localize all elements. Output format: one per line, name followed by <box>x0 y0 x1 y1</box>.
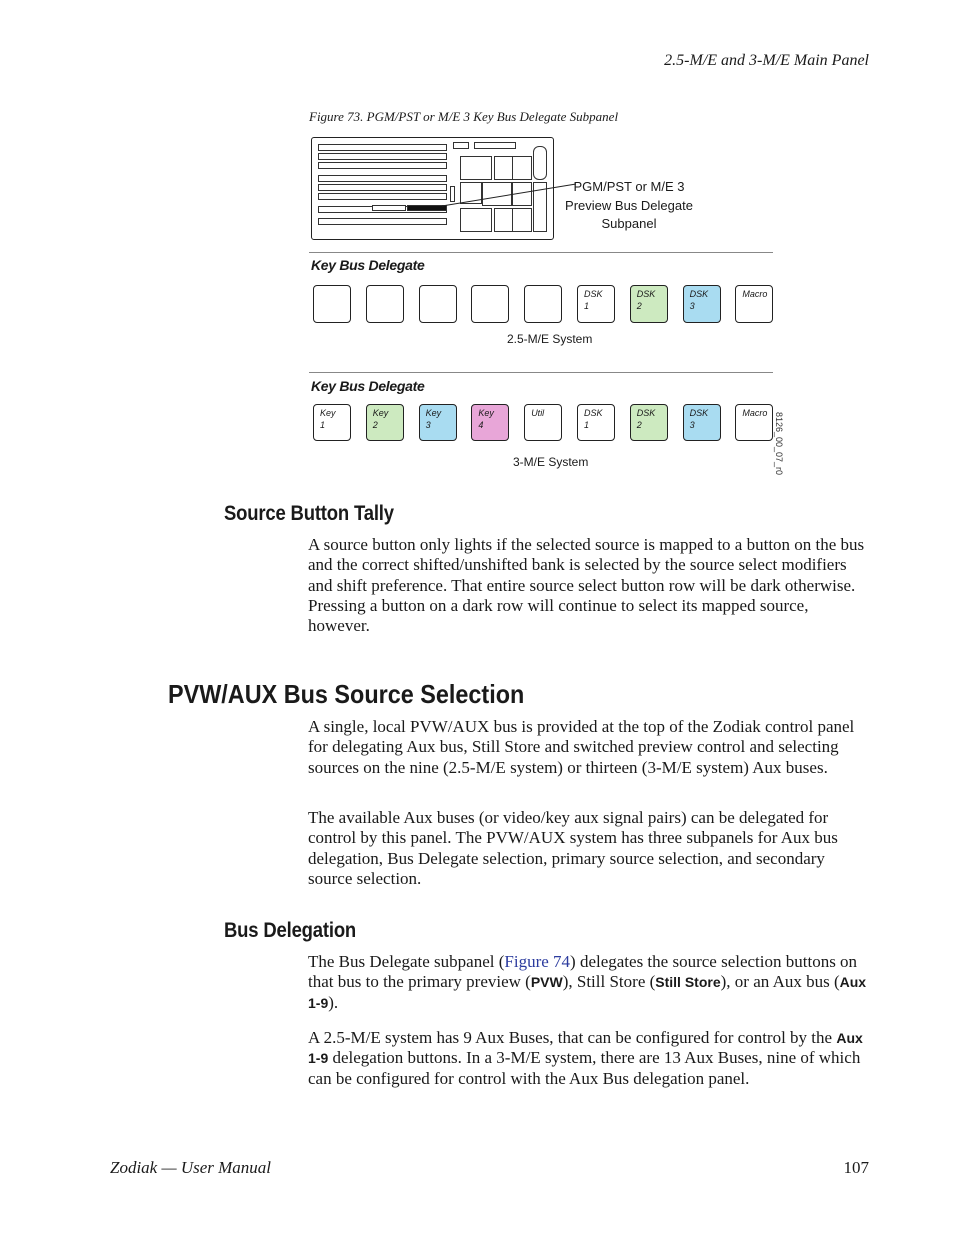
panel-block <box>494 156 514 180</box>
preview-bus-delegate-block <box>372 205 406 211</box>
group-title: Key Bus Delegate <box>311 378 425 394</box>
pvw-paragraph-2: The available Aux buses (or video/key aux signal pairs) can be delegated for control by this panel. The PVW/AUX system has three subpanels for Aux bus delegation, Bus Delegate selection, primary source selection, and secondary source selection. <box>308 808 838 888</box>
pvw-paragraph-1: A single, local PVW/AUX bus is provided at the top of the Zodiak control panel for delegating Aux bus, Still Store and switched preview control and selecting sources on the nine (2.5-M/E system) or thirteen (3-M/E system) Aux buses. <box>308 717 855 777</box>
callout-line: Subpanel <box>601 216 657 231</box>
aux-button-name: Aux 1-9 <box>308 974 867 1011</box>
key-bus-delegate-button[interactable]: DSK 2 <box>630 285 668 323</box>
panel-row <box>318 175 447 182</box>
key-bus-delegate-button[interactable] <box>313 285 351 323</box>
text: ) delegates the source selection buttons on that bus to the primary preview ( <box>308 952 858 992</box>
panel-block <box>453 142 469 149</box>
pvw-button-name: PVW <box>530 974 563 991</box>
key-bus-delegate-button[interactable]: Key 2 <box>366 404 404 441</box>
group-title: Key Bus Delegate <box>311 257 425 273</box>
section-heading-tally: Source Button Tally <box>224 502 394 525</box>
still-store-button-name: Still Store <box>655 974 721 991</box>
panel-row <box>318 153 447 160</box>
figure-caption: Figure 73. PGM/PST or M/E 3 Key Bus Delegate Subpanel <box>309 109 619 124</box>
key-bus-delegate-button[interactable] <box>366 285 404 323</box>
system-label: 3-M/E System <box>513 455 589 469</box>
key-bus-delegate-button[interactable]: DSK 2 <box>630 404 668 441</box>
text: delegation buttons. In a 3-M/E system, there are 13 Aux Buses, nine of which can be configured for control with the Aux Bus delegation panel. <box>308 1048 861 1088</box>
callout-leader-line <box>440 180 580 210</box>
system-label: 2.5-M/E System <box>507 332 593 346</box>
aux-button-name: Aux 1-9 <box>308 1030 863 1067</box>
footer-manual-title: Zodiak — User Manual <box>110 1158 272 1177</box>
tally-paragraph: A source button only lights if the selected source is mapped to a button on the bus and the correct shifted/unshifted bank is selected by the source select modifiers and shift preference. That entire source select button row will be dark otherwise. Pressing a button on a dark row will continue to select its mapped source, however. <box>308 535 865 636</box>
panel-block <box>512 156 532 180</box>
key-bus-delegate-button[interactable]: Key 1 <box>313 404 351 441</box>
figure-id: 8126_00_07_r0 <box>774 412 784 476</box>
key-bus-delegate-button[interactable]: Key 3 <box>419 404 457 441</box>
text: A 2.5-M/E system has 9 Aux Buses, that can be configured for control by the <box>308 1028 837 1047</box>
key-bus-delegate-button[interactable] <box>524 285 562 323</box>
tbar-icon <box>460 156 492 180</box>
bus-delegation-paragraph-2 <box>308 1028 870 1089</box>
panel-row <box>318 184 447 191</box>
figure-divider <box>309 372 773 373</box>
figure-divider <box>309 252 773 253</box>
key-bus-delegate-button[interactable] <box>419 285 457 323</box>
figure-callout <box>560 178 698 234</box>
text: ), or an Aux bus ( <box>720 972 840 992</box>
key-bus-delegate-button[interactable]: Key 4 <box>471 404 509 441</box>
key-bus-delegate-button[interactable]: DSK 1 <box>577 404 615 441</box>
panel-block <box>474 142 516 149</box>
callout-line: PGM/PST or M/E 3 <box>573 179 685 194</box>
key-bus-delegate-button[interactable]: Util <box>524 404 562 441</box>
text: ). <box>328 992 339 1012</box>
section-heading-pvw-aux: PVW/AUX Bus Source Selection <box>168 679 525 709</box>
key-bus-delegate-button[interactable]: Macro <box>735 285 773 323</box>
panel-block <box>533 146 547 180</box>
bus-delegation-paragraph-1 <box>308 952 870 1013</box>
panel-row <box>318 162 447 169</box>
text: The Bus Delegate subpanel ( <box>308 952 505 971</box>
panel-block <box>512 208 532 232</box>
key-bus-delegate-button[interactable]: Macro <box>735 404 773 441</box>
running-header: 2.5-M/E and 3-M/E Main Panel <box>664 52 869 69</box>
panel-block <box>494 208 514 232</box>
footer-page-number: 107 <box>843 1158 869 1177</box>
panel-row <box>318 218 447 225</box>
text: ), Still Store ( <box>562 972 656 992</box>
panel-row <box>318 193 447 200</box>
key-bus-delegate-button[interactable] <box>471 285 509 323</box>
callout-line: Preview Bus Delegate <box>565 197 693 213</box>
figure-74-link[interactable]: Figure 74 <box>504 952 571 971</box>
key-bus-delegate-button[interactable]: DSK 3 <box>683 285 721 323</box>
key-bus-delegate-button[interactable]: DSK 3 <box>683 404 721 441</box>
section-heading-bus-delegation: Bus Delegation <box>224 919 357 942</box>
panel-row <box>318 144 447 151</box>
tbar-icon <box>460 208 492 232</box>
key-bus-delegate-button[interactable]: DSK 1 <box>577 285 615 323</box>
